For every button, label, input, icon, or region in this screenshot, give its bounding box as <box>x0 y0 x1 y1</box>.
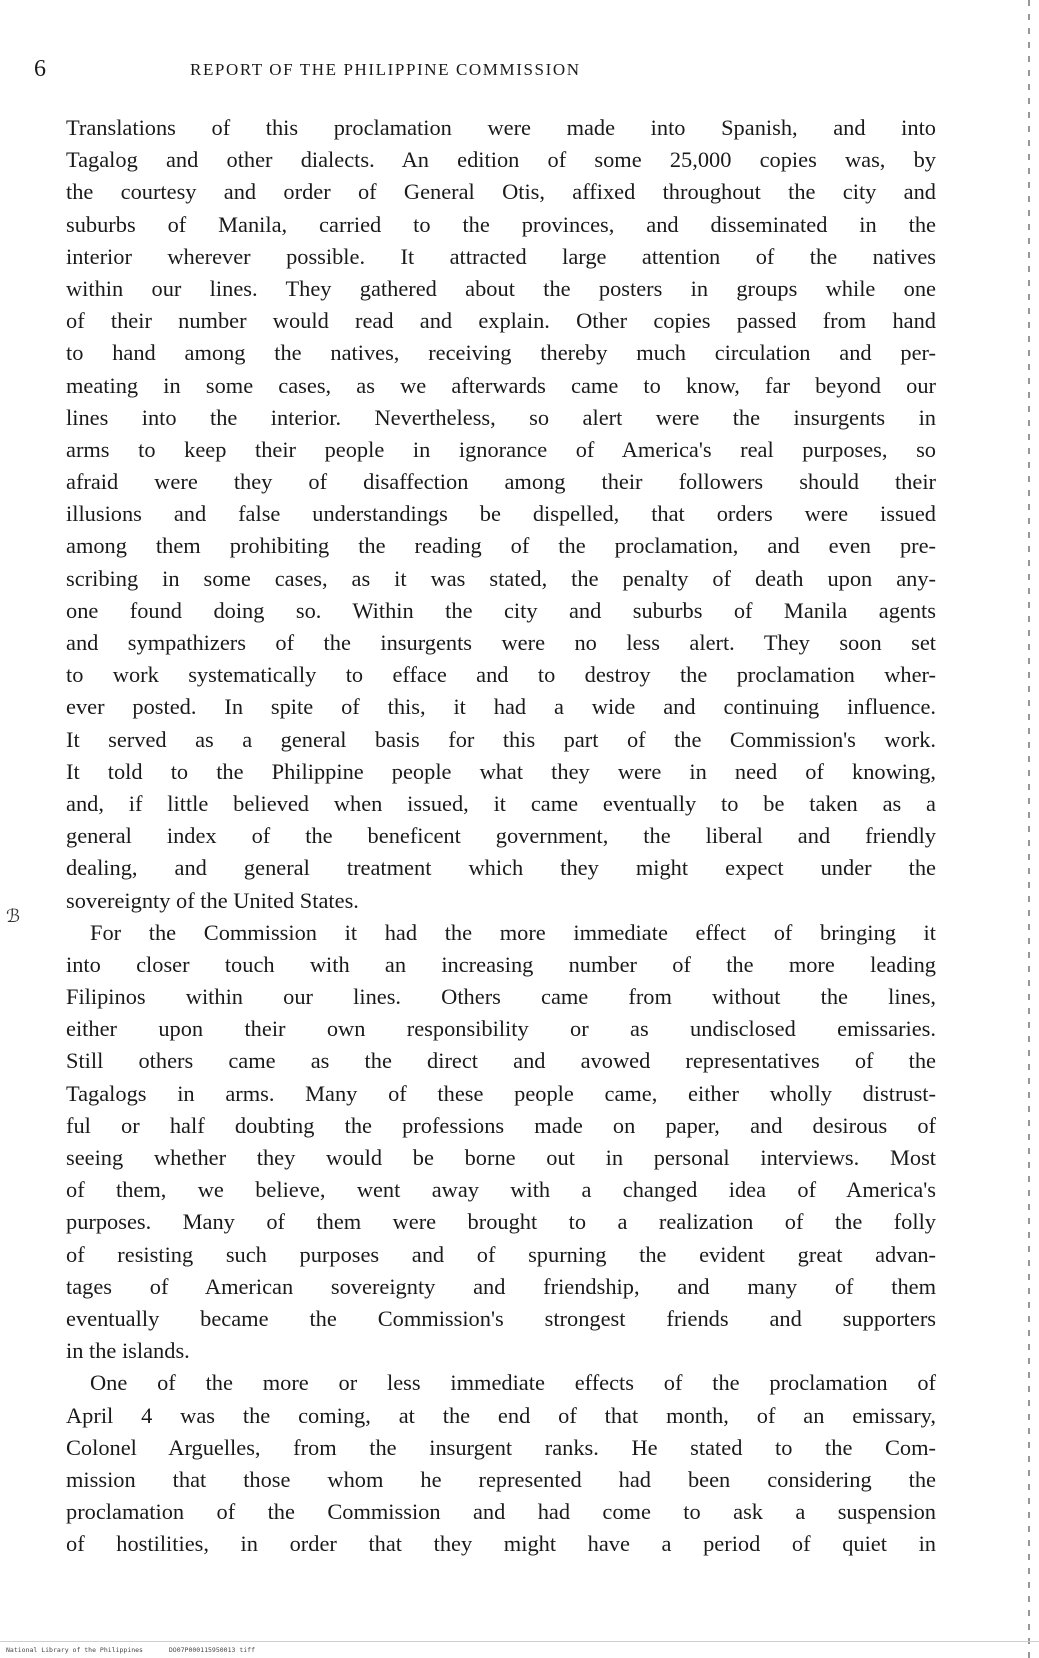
text-line: sovereignty of the United States. <box>66 887 359 913</box>
page-number: 6 <box>34 56 46 82</box>
text-line: among them prohibiting the reading of the proclamation, and even pre- <box>66 533 936 559</box>
text-line: either upon their own responsibility or as undisclosed emissaries. <box>66 1016 936 1042</box>
text-line: Tagalog and other dialects. An edition of some 25,000 copies was, by <box>66 147 936 173</box>
scan-footer <box>6 1646 277 1654</box>
text-line: general index of the beneficent government, the liberal and friendly <box>66 823 936 849</box>
text-line: in the islands. <box>66 1338 190 1364</box>
text-line: mission that those whom he represented had been considering the <box>66 1466 936 1492</box>
text-line: within our lines. They gathered about the posters in groups while one <box>66 275 936 301</box>
text-line: scribing in some cases, as it was stated, the penalty of death upon any- <box>66 565 936 591</box>
scan-edge-rule <box>1028 0 1030 1658</box>
text-line: eventually became the Commission's strongest friends and supporters <box>66 1305 936 1331</box>
text-line: dealing, and general treatment which they might expect under the <box>66 855 936 881</box>
text-line: One of the more or less immediate effects of the proclamation of <box>90 1370 936 1396</box>
text-line: lines into the interior. Nevertheless, so alert were the insurgents in <box>66 404 936 430</box>
text-line: into closer touch with an increasing number of the more leading <box>66 951 936 977</box>
text-line: of them, we believe, went away with a changed idea of America's <box>66 1177 936 1203</box>
text-line: ful or half doubting the professions made on paper, and desirous of <box>66 1112 936 1138</box>
text-line: Still others came as the direct and avowed representatives of the <box>66 1048 936 1074</box>
text-line: It told to the Philippine people what they were in need of knowing, <box>66 758 936 784</box>
text-line: and, if little believed when issued, it came eventually to be taken as a <box>66 790 936 816</box>
text-line: to hand among the natives, receiving thereby much circulation and per- <box>66 340 936 366</box>
margin-mark: ℬ <box>6 906 21 927</box>
text-line: to work systematically to efface and to destroy the proclamation wher- <box>66 662 936 688</box>
text-line: of resisting such purposes and of spurning the evident great advan- <box>66 1241 936 1267</box>
text-line: Tagalogs in arms. Many of these people came, either wholly distrust- <box>66 1080 936 1106</box>
text-line: seeing whether they would be borne out in personal interviews. Most <box>66 1145 936 1170</box>
page-header <box>34 56 754 86</box>
text-line: ever posted. In spite of this, it had a wide and continuing influence. <box>66 694 936 720</box>
text-line: It served as a general basis for this part of the Commission's work. <box>66 726 936 752</box>
text-line: Filipinos within our lines. Others came from without the lines, <box>66 984 936 1010</box>
text-line: illusions and false understandings be dispelled, that orders were issued <box>66 501 936 527</box>
text-line: For the Commission it had the more immediate effect of bringing it <box>90 919 936 945</box>
text-line: purposes. Many of them were brought to a realization of the folly <box>66 1209 936 1235</box>
text-line: Colonel Arguelles, from the insurgent ranks. He stated to the Com- <box>66 1434 936 1460</box>
text-line: of their number would read and explain. Other copies passed from hand <box>66 308 936 334</box>
text-line: tages of American sovereignty and friendship, and many of them <box>66 1273 936 1299</box>
text-line: arms to keep their people in ignorance of America's real purposes, so <box>66 436 936 462</box>
text-line: and sympathizers of the insurgents were no less alert. They soon set <box>66 630 936 655</box>
footer-file-id: DO07P000115950013 tiff <box>168 1646 255 1654</box>
text-line: interior wherever possible. It attracted large attention of the natives <box>66 243 936 269</box>
footer-library: National Library of the Philippines <box>6 1646 143 1654</box>
text-line: meating in some cases, as we afterwards came to know, far beyond our <box>66 372 936 398</box>
body-text <box>66 112 936 1560</box>
text-line: the courtesy and order of General Otis, affixed throughout the city and <box>66 179 936 205</box>
text-line: suburbs of Manila, carried to the provinces, and disseminated in the <box>66 211 936 237</box>
footer-rule <box>0 1641 1039 1642</box>
text-line: afraid were they of disaffection among their followers should their <box>66 469 936 495</box>
text-line: Translations of this proclamation were made into Spanish, and into <box>66 115 936 140</box>
text-line: proclamation of the Commission and had come to ask a suspension <box>66 1499 936 1525</box>
text-line: one found doing so. Within the city and suburbs of Manila agents <box>66 597 936 623</box>
text-line: April 4 was the coming, at the end of that month, of an emissary, <box>66 1402 936 1428</box>
running-head: REPORT OF THE PHILIPPINE COMMISSION <box>190 60 581 79</box>
text-line: of hostilities, in order that they might have a period of quiet in <box>66 1531 936 1557</box>
